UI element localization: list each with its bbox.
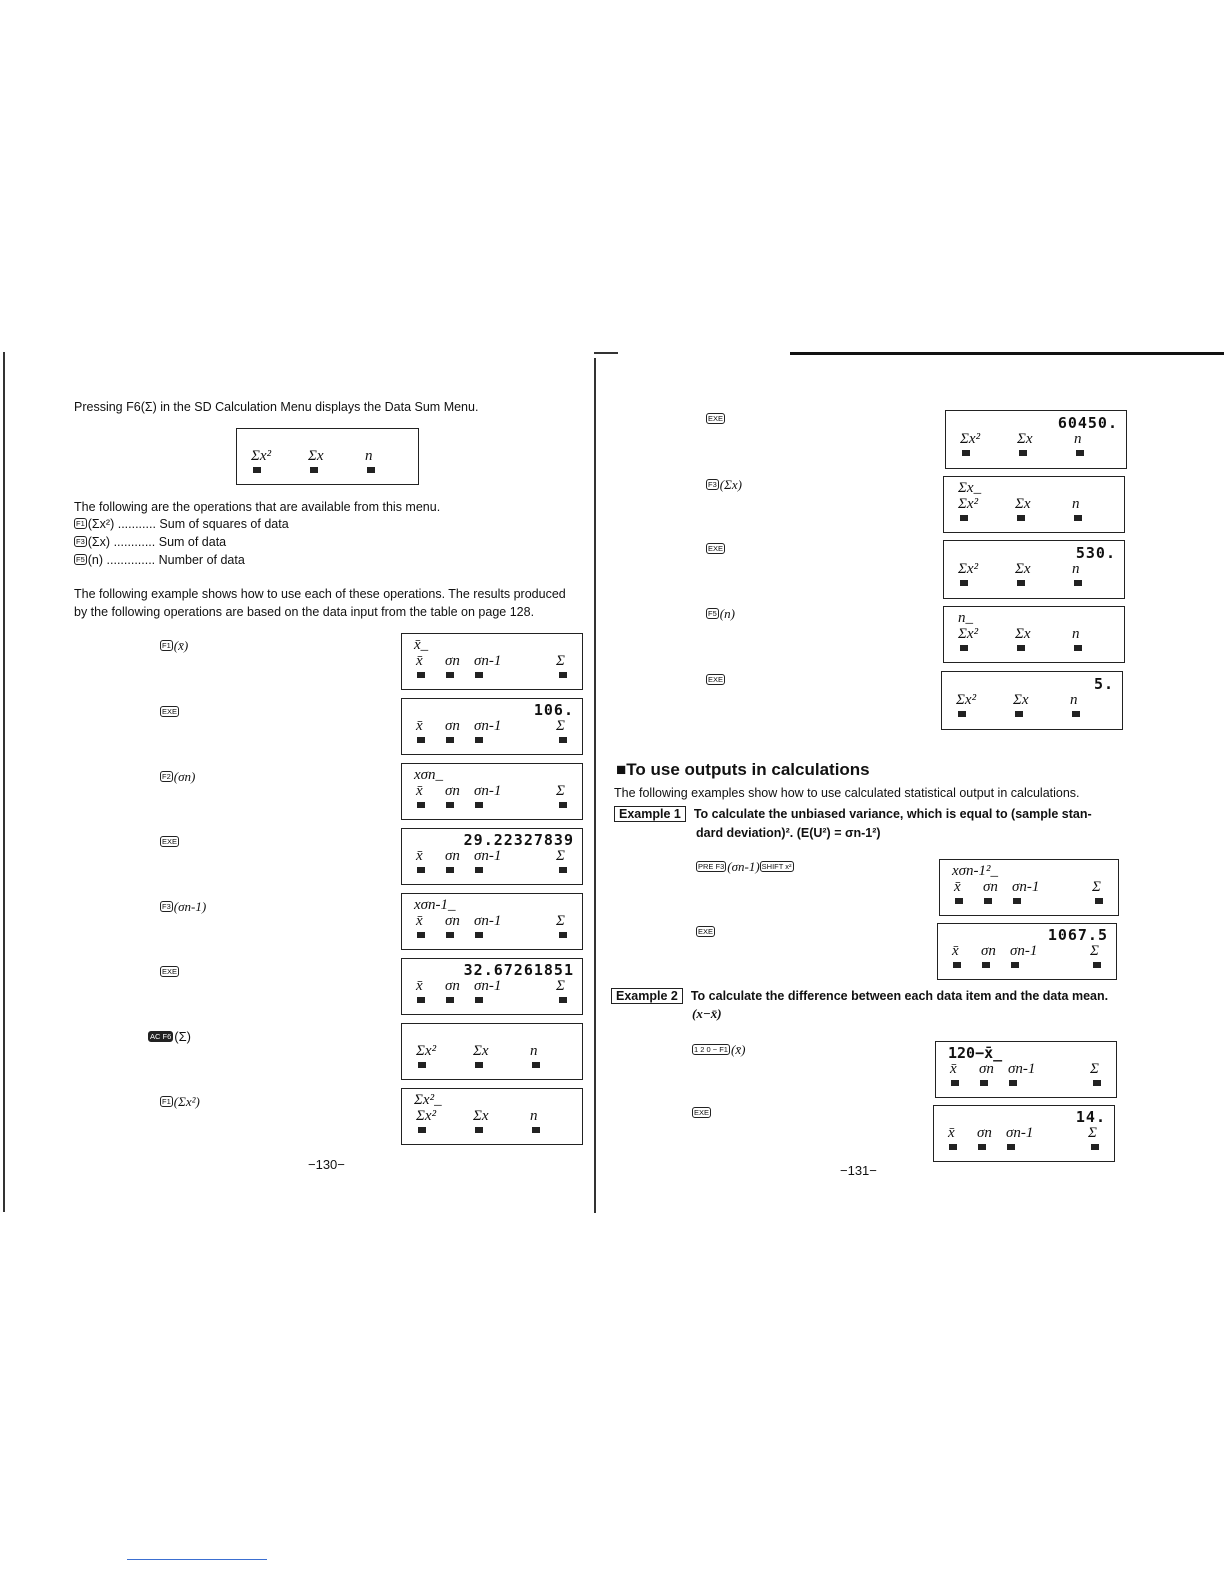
display-result-5: 5. Σx² Σx n	[941, 671, 1123, 730]
f1-key-icon	[953, 962, 961, 968]
f3-key-icon	[475, 737, 483, 743]
f1-key-icon	[417, 932, 425, 938]
f3-key-icon	[1017, 645, 1025, 651]
f3-key-icon	[1011, 962, 1019, 968]
f6-key-icon	[1095, 898, 1103, 904]
page-number-left: −130−	[308, 1157, 345, 1172]
f2-key-icon	[446, 737, 454, 743]
f3-key-icon: F3	[76, 537, 85, 546]
f1-key-icon	[417, 997, 425, 1003]
f6-key-icon	[559, 867, 567, 873]
f5-key-icon: F5	[76, 555, 85, 564]
shift-x2-key-icon: SHIFT x²	[761, 862, 792, 871]
menu-item-sumx2: Σx²	[251, 448, 272, 464]
f3-key-icon	[1017, 580, 1025, 586]
op-row-2: F3 (Σx) ............ Sum of data	[76, 535, 227, 549]
right-step-4: F5 (n)	[708, 606, 735, 621]
left-step-3: F2 (σn)	[162, 769, 196, 784]
f6-key-icon	[559, 932, 567, 938]
f5-key-icon	[1076, 450, 1084, 456]
available-ops-text: The following are the operations that are available from this menu.	[74, 500, 441, 514]
f6-key-icon	[559, 737, 567, 743]
display-result-sigman1: 32.67261851 x̄ σn σn-1 Σ	[401, 958, 583, 1015]
data-sum-menu-display	[236, 428, 419, 485]
example-2-text-2: (x−x̄)	[692, 1006, 722, 1021]
f6-key-icon	[559, 672, 567, 678]
display-result-1067-5: 1067.5 x̄ σn σn-1 Σ	[937, 923, 1117, 980]
f6-key-icon	[1093, 1080, 1101, 1086]
f2-key-icon	[446, 932, 454, 938]
f2-key-icon	[984, 898, 992, 904]
digit-minus-f1-key-icon: 1 2 0 − F1	[694, 1045, 728, 1054]
f1-key-icon	[417, 867, 425, 873]
f1-key-icon	[960, 580, 968, 586]
display-result-530: 530. Σx² Σx n	[943, 540, 1125, 599]
display-result-60450: 60450. Σx² Σx n	[945, 410, 1127, 469]
f2-key-icon	[446, 997, 454, 1003]
f5-key-icon	[532, 1062, 540, 1068]
right-step-1	[706, 411, 726, 426]
f1-key-icon	[960, 515, 968, 521]
display-result-sigman: 29.22327839 x̄ σn σn-1 Σ	[401, 828, 583, 885]
left-step-7: AC F6 (Σ)	[150, 1029, 191, 1044]
ex2-step-1: 1 2 0 − F1 (x̄)	[694, 1042, 746, 1057]
f3-key-icon	[475, 802, 483, 808]
display-sumx-input: Σx_ Σx² Σx n	[943, 476, 1125, 533]
exe-key-icon: EXE	[162, 967, 178, 976]
section-heading: ■To use outputs in calculations	[616, 760, 870, 779]
f5-key-icon	[1074, 515, 1082, 521]
menu-item-sumx: Σx	[308, 448, 324, 464]
left-step-8: F1 (Σx²)	[162, 1094, 200, 1109]
display-xsigman1: xσn-1_ x̄ σn σn-1 Σ	[401, 893, 583, 950]
display-sumx2-input: Σx²_ Σx² Σx n	[401, 1088, 583, 1145]
f1-key-icon: F1	[76, 519, 85, 528]
op-row-3: F5 (n) .............. Number of data	[76, 553, 245, 567]
example-1	[614, 806, 1092, 822]
intro-text: Pressing F6(Σ) in the SD Calculation Menu displays the Data Sum Menu.	[74, 400, 479, 414]
f3-key-icon	[475, 1062, 483, 1068]
exe-key-icon: EXE	[162, 707, 178, 716]
display-result-14: 14. x̄ σn σn-1 Σ	[933, 1105, 1115, 1162]
f3-key-icon	[1013, 898, 1021, 904]
ex2-step-2	[692, 1105, 712, 1120]
f3-key-icon: F3	[708, 480, 717, 489]
f2-key-icon	[982, 962, 990, 968]
left-step-6	[160, 964, 180, 979]
display-sum-menu: Σx² Σx n	[401, 1023, 583, 1080]
exe-key-icon: EXE	[162, 837, 178, 846]
spine-line	[594, 358, 596, 1213]
f3-key-icon	[475, 932, 483, 938]
example-2-text: To calculate the difference between each data item and the data mean.	[690, 989, 1109, 1003]
f5-key-icon	[532, 1127, 540, 1133]
f1-key-icon	[417, 672, 425, 678]
ex1-step-1: PRE F3 (σn-1) SHIFT x²	[698, 859, 792, 874]
f3-key-icon	[475, 867, 483, 873]
example-text-2: by the following operations are based on the data input from the table on page 128.	[74, 605, 535, 619]
f6-key-icon	[559, 802, 567, 808]
f3-key-icon	[1019, 450, 1027, 456]
f3-key-icon	[475, 672, 483, 678]
right-top-rule	[790, 352, 1224, 355]
display-xsigman: xσn_ x̄ σn σn-1 Σ	[401, 763, 583, 820]
right-step-2: F3 (Σx)	[708, 477, 742, 492]
f5-key-icon	[1074, 645, 1082, 651]
f5-key-icon	[1072, 711, 1080, 717]
exe-key-icon: EXE	[694, 1108, 710, 1117]
f2-key-icon: F2	[162, 772, 171, 781]
left-step-4	[160, 834, 180, 849]
exe-key-icon: EXE	[708, 544, 724, 553]
menu-item-n: n	[365, 448, 373, 464]
left-step-2	[160, 704, 180, 719]
display-input-line: x̄_	[414, 637, 429, 653]
f3-key-icon	[1015, 711, 1023, 717]
f1-key-icon	[417, 802, 425, 808]
f1-key-icon: F1	[162, 1097, 171, 1106]
f2-key-icon	[978, 1144, 986, 1150]
f3-key-icon	[1017, 515, 1025, 521]
f2-key-icon	[446, 672, 454, 678]
f1-key-icon	[949, 1144, 957, 1150]
f1-key-icon	[960, 645, 968, 651]
display-120-minus-xbar: 120−x̄_ x̄ σn σn-1 Σ	[935, 1041, 1117, 1098]
left-step-5: F3 (σn-1)	[162, 899, 207, 914]
f1-key-icon	[962, 450, 970, 456]
example-1-text: To calculate the unbiased variance, which is equal to (sample stan-	[693, 807, 1092, 821]
f3-key-icon	[475, 997, 483, 1003]
f1-key-icon	[417, 737, 425, 743]
left-step-1: F1 (x̄)	[162, 638, 189, 653]
f3-key-icon: F3	[162, 902, 171, 911]
exe-key-icon: EXE	[698, 927, 714, 936]
ac-f6-key-icon: AC F6	[150, 1032, 172, 1041]
f3-key-icon	[1009, 1080, 1017, 1086]
f6-key-icon	[1093, 962, 1101, 968]
right-step-5	[706, 672, 726, 687]
f2-key-icon	[446, 867, 454, 873]
f1-key-icon	[951, 1080, 959, 1086]
section-subhead: The following examples show how to use calculated statistical output in calculations.	[614, 786, 1080, 800]
display-xbar: x̄_ x̄ σn σn-1 Σ	[401, 633, 583, 690]
f3-key-icon	[1007, 1144, 1015, 1150]
example-text-1: The following example shows how to use each of these operations. The results produced	[74, 587, 566, 601]
f2-key-icon	[446, 802, 454, 808]
spine-tick	[594, 352, 618, 354]
pre-f3-key-icon: PRE F3	[698, 862, 725, 871]
op-row-1: F1 (Σx²) ........... Sum of squares of data	[76, 517, 289, 531]
left-page-border	[3, 352, 5, 1212]
exe-key-icon: EXE	[708, 414, 724, 423]
f5-key-icon	[1074, 580, 1082, 586]
example-2	[611, 988, 1108, 1004]
f3-key-icon	[475, 1127, 483, 1133]
f5-key-icon: F5	[708, 609, 717, 618]
right-step-3	[706, 541, 726, 556]
f6-key-icon	[559, 997, 567, 1003]
example-1-text-2: dard deviation)². (E(U²) = σn-1²)	[696, 826, 881, 840]
f1-key-icon	[958, 711, 966, 717]
f6-key-icon	[1091, 1144, 1099, 1150]
exe-key-icon: EXE	[708, 675, 724, 684]
ex1-step-2	[696, 924, 716, 939]
f5-key-icon	[367, 467, 375, 473]
page-number-right: −131−	[840, 1163, 877, 1178]
f1-key-icon	[253, 467, 261, 473]
example-2-label: Example 2	[611, 988, 683, 1004]
f1-key-icon: F1	[162, 641, 171, 650]
display-xsigman1-sq: xσn-1²_ x̄ σn σn-1 Σ	[939, 859, 1119, 916]
display-n-input: n_ Σx² Σx n	[943, 606, 1125, 663]
bottom-link-rule	[127, 1559, 267, 1560]
f3-key-icon	[310, 467, 318, 473]
f2-key-icon	[980, 1080, 988, 1086]
f1-key-icon	[418, 1062, 426, 1068]
f1-key-icon	[418, 1127, 426, 1133]
display-result-106: 106. x̄ σn σn-1 Σ	[401, 698, 583, 755]
f1-key-icon	[955, 898, 963, 904]
example-1-label: Example 1	[614, 806, 686, 822]
